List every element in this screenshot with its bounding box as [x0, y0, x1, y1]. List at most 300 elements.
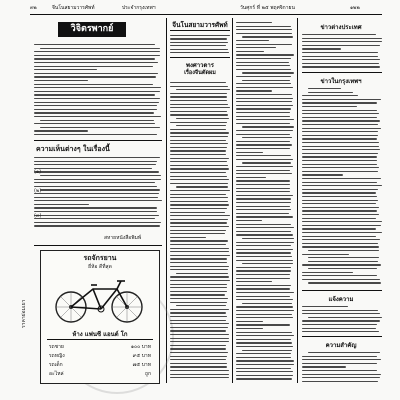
item-number-3: (๓): [34, 213, 42, 219]
text-line: [170, 176, 227, 177]
text-line: [170, 143, 228, 144]
text-line: [236, 306, 293, 307]
article-body-items: [34, 155, 162, 230]
text-line: [236, 220, 262, 221]
text-line: [302, 124, 378, 125]
text-line: [170, 168, 229, 169]
text-line: [34, 51, 160, 52]
text-line: [302, 178, 381, 179]
text-line: [170, 222, 227, 223]
text-line: [302, 63, 379, 64]
text-line: [302, 52, 378, 53]
text-line: [170, 284, 227, 285]
text-line: [34, 200, 162, 201]
text-line: [236, 296, 290, 297]
text-line: [236, 278, 290, 279]
right-body-4: [302, 350, 382, 382]
text-line: [170, 154, 226, 155]
text-line: [302, 128, 381, 129]
text-line: [236, 245, 291, 246]
text-line: [170, 262, 227, 263]
text-line: [302, 306, 348, 307]
text-line: [170, 244, 226, 245]
text-line: [236, 188, 290, 189]
text-line: [236, 231, 291, 232]
edition-info: ประจำกรุงเทพฯ: [122, 5, 156, 11]
text-line: [34, 44, 155, 45]
text-line: [236, 159, 293, 160]
text-line: [302, 110, 377, 111]
text-line: [302, 156, 377, 157]
text-line: [176, 118, 229, 119]
text-line: [302, 203, 376, 204]
price-row: [49, 343, 151, 351]
text-line: [302, 246, 379, 247]
right-body-3: [302, 304, 382, 334]
text-line: [170, 165, 228, 166]
text-line: [170, 172, 226, 173]
text-line: [170, 230, 226, 231]
price-label: รถเด็ก: [49, 362, 63, 368]
text-line: [302, 370, 377, 371]
text-line: [170, 356, 227, 357]
text-line: [34, 222, 161, 223]
section-banner: วิจิตรพากย์: [58, 22, 126, 37]
text-line: [302, 131, 378, 132]
text-line: [40, 120, 154, 121]
text-line: [34, 134, 157, 135]
text-line: [236, 260, 293, 261]
text-line: [242, 350, 292, 351]
mid-rule-1: [170, 57, 230, 58]
text-line: [170, 104, 228, 105]
right-mid-heading: ข่าวในกรุงเทพฯ: [320, 78, 362, 85]
text-line: [236, 198, 291, 199]
text-line: [302, 381, 378, 382]
text-line: [236, 148, 290, 149]
text-line: [302, 95, 358, 96]
text-line: [308, 250, 379, 251]
text-line: [236, 116, 290, 117]
text-line: [170, 190, 230, 191]
text-line: [236, 105, 293, 106]
text-line: [302, 66, 380, 67]
text-line: [170, 111, 227, 112]
text-line: [302, 254, 349, 255]
text-line: [236, 184, 290, 185]
right-rule-3: [302, 336, 382, 337]
text-line: [170, 316, 227, 317]
text-line: [34, 76, 156, 77]
text-line: [302, 218, 376, 219]
text-line: [34, 197, 158, 198]
text-line: [302, 117, 377, 118]
article-signature: สหายหนังสือพิมพ์: [104, 235, 142, 241]
text-line: [170, 197, 228, 198]
column-three-body: [236, 20, 294, 382]
text-line: [236, 346, 293, 347]
text-line: [236, 270, 291, 271]
text-line: [236, 249, 293, 250]
masthead-notes: [170, 33, 230, 55]
text-line: [170, 338, 229, 339]
text-line: [34, 105, 157, 106]
ad-shop-line: ห้าง แฟนซี แอนด์ โก: [72, 331, 128, 338]
text-line: [170, 345, 226, 346]
price-label: อะไหล่: [49, 371, 64, 377]
text-line: [170, 38, 227, 39]
text-line: [170, 334, 229, 335]
text-line: [170, 35, 230, 36]
text-line: [170, 201, 228, 202]
column-divider-2: [232, 18, 233, 383]
text-line: [242, 303, 292, 304]
right-rule-2: [302, 290, 382, 291]
text-line: [302, 192, 376, 193]
text-line: [236, 51, 264, 52]
text-line: [170, 251, 229, 252]
right-body-1: [302, 32, 382, 70]
text-line: [302, 328, 376, 329]
text-line: [236, 339, 291, 340]
text-line: [302, 331, 379, 332]
text-line: [34, 168, 152, 169]
text-line: [302, 320, 380, 321]
text-line: [308, 352, 380, 353]
article-body-top: [34, 42, 162, 136]
text-line: [236, 83, 291, 84]
price-label: รถหญิง: [49, 353, 65, 359]
text-line: [236, 141, 290, 142]
price-value: ถูก: [144, 371, 151, 377]
text-line: [236, 76, 291, 77]
text-line: [236, 40, 269, 41]
text-line: [170, 323, 229, 324]
text-line: [236, 177, 266, 178]
text-line: [236, 357, 291, 358]
text-line: [170, 294, 225, 295]
item-number-1: (๑): [34, 169, 42, 175]
text-line: [236, 317, 293, 318]
text-line: [170, 49, 228, 50]
mid-article-body: [170, 80, 230, 380]
text-line: [236, 224, 291, 225]
ad-title: รถจักรยาน: [83, 254, 117, 262]
text-line: [236, 202, 291, 203]
text-line: [34, 69, 97, 70]
text-line: [236, 281, 272, 282]
price-row: [49, 361, 151, 369]
masthead-rule: [170, 30, 230, 31]
text-line: [40, 175, 161, 176]
text-line: [302, 279, 380, 280]
text-line: [170, 147, 227, 148]
text-line: [236, 144, 292, 145]
text-line: [170, 82, 226, 83]
text-line: [170, 320, 226, 321]
text-line: [170, 302, 227, 303]
text-line: [170, 309, 229, 310]
text-line: [236, 353, 291, 354]
bicycle-advertisement: [40, 250, 160, 384]
text-line: [34, 193, 159, 194]
text-line: [236, 69, 291, 70]
text-line: [236, 332, 292, 333]
left-rule-2: [34, 245, 162, 246]
text-line: [236, 256, 292, 257]
text-line: [236, 371, 293, 372]
text-line: [236, 292, 294, 293]
text-line: [170, 240, 228, 241]
text-line: [236, 368, 291, 369]
issue-date: วันศุกร์ ที่ ๒๕ พฤศจิกายน: [240, 5, 295, 11]
text-line: [170, 194, 226, 195]
text-line: [302, 207, 379, 208]
text-line: [34, 80, 88, 81]
mid-headline: พงศาวดาร: [186, 62, 214, 69]
text-line: [302, 310, 378, 311]
text-line: [236, 87, 293, 88]
text-line: [302, 120, 380, 121]
text-line: [236, 22, 272, 23]
text-line: [236, 206, 290, 207]
right-top-heading: ข่าวต่างประเทศ: [320, 24, 362, 31]
text-line: [176, 186, 228, 187]
text-line: [170, 96, 227, 97]
text-line: [302, 200, 378, 201]
text-line: [302, 142, 379, 143]
text-line: [302, 41, 382, 42]
text-line: [302, 56, 378, 57]
text-line: [170, 52, 229, 53]
ad-subtitle: ยี่ห้อ ดีที่สุด: [88, 264, 112, 270]
text-line: [302, 264, 381, 265]
text-line: [236, 58, 291, 59]
text-line: [236, 299, 293, 300]
text-line: [236, 216, 293, 217]
text-line: [308, 257, 379, 258]
text-line: [302, 374, 381, 375]
text-line: [40, 48, 160, 49]
header-rule: [30, 14, 382, 15]
text-line: [34, 102, 159, 103]
text-line: [236, 288, 290, 289]
text-line: [34, 186, 157, 187]
text-line: [34, 204, 89, 205]
text-line: [236, 252, 291, 253]
text-line: [236, 314, 292, 315]
text-line: [236, 310, 294, 311]
text-line: [302, 225, 381, 226]
item-number-2: (๒): [34, 188, 42, 194]
text-line: [242, 126, 294, 127]
text-line: [302, 149, 380, 150]
text-line: [242, 238, 294, 239]
text-line: [34, 62, 158, 63]
text-line: [236, 267, 291, 268]
text-line: [170, 330, 226, 331]
text-line: [302, 221, 382, 222]
text-line: [302, 210, 377, 211]
text-line: [236, 360, 294, 361]
text-line: [170, 219, 228, 220]
text-line: [170, 161, 227, 162]
text-line: [302, 59, 380, 60]
page-number: ๓๒: [30, 5, 37, 11]
text-line: [236, 119, 294, 120]
text-line: [302, 146, 379, 147]
text-line: [34, 123, 155, 124]
text-line: [34, 130, 88, 131]
bicycle-illustration: [51, 275, 149, 325]
text-line: [308, 92, 353, 93]
text-line: [34, 161, 157, 162]
column-divider-3: [297, 18, 298, 383]
text-line: [302, 34, 376, 35]
text-line: [170, 179, 229, 180]
text-line: [236, 274, 290, 275]
text-line: [236, 123, 290, 124]
text-line: [302, 113, 379, 114]
text-line: [236, 170, 290, 171]
text-line: [170, 377, 229, 378]
text-line: [242, 36, 293, 37]
text-line: [170, 150, 226, 151]
price-row: [49, 370, 151, 378]
text-line: [302, 214, 379, 215]
text-line: [302, 171, 378, 172]
text-line: [34, 157, 160, 158]
text-line: [34, 94, 155, 95]
text-line: [236, 227, 294, 228]
text-line: [242, 162, 291, 163]
text-line: [170, 158, 229, 159]
text-line: [302, 185, 382, 186]
text-line: [302, 236, 376, 237]
text-line: [236, 155, 291, 156]
text-line: [170, 233, 225, 234]
text-line: [242, 137, 292, 138]
text-line: [170, 374, 229, 375]
text-line: [302, 174, 343, 175]
text-line: [176, 273, 228, 274]
text-line: [34, 207, 157, 208]
text-line: [40, 127, 160, 128]
text-line: [242, 72, 294, 73]
text-line: [236, 209, 291, 210]
text-line: [236, 342, 292, 343]
text-line: [170, 212, 225, 213]
page-header: [30, 3, 380, 13]
text-line: [170, 352, 228, 353]
article-heading: ความเห็นต่างๆ ในเรื่องนี้: [36, 145, 110, 153]
text-line: [302, 182, 377, 183]
text-line: [176, 125, 226, 126]
text-line: [236, 98, 293, 99]
text-line: [302, 377, 380, 378]
text-line: [302, 135, 378, 136]
text-line: [236, 234, 293, 235]
text-line: [302, 164, 377, 165]
text-line: [236, 335, 294, 336]
text-line: [236, 26, 291, 27]
text-line: [170, 312, 226, 313]
text-line: [170, 114, 228, 115]
text-line: [34, 58, 155, 59]
text-line: [34, 164, 156, 165]
text-line: [34, 91, 160, 92]
text-line: [302, 363, 377, 364]
text-line: [302, 196, 377, 197]
text-line: [170, 366, 227, 367]
text-line: [34, 66, 153, 67]
text-line: [34, 87, 161, 88]
text-line: [236, 321, 263, 322]
text-line: [302, 45, 380, 46]
text-line: [302, 48, 341, 49]
text-line: [34, 225, 160, 226]
text-line: [236, 134, 290, 135]
text-line: [242, 80, 290, 81]
right-body-2: [302, 86, 382, 286]
text-line: [302, 167, 379, 168]
text-line: [236, 166, 293, 167]
text-line: [236, 378, 292, 379]
text-line: [236, 47, 276, 48]
text-line: [236, 29, 292, 30]
text-line: [170, 122, 227, 123]
text-line: [236, 108, 291, 109]
text-line: [176, 305, 226, 306]
text-line: [302, 138, 377, 139]
text-line: [170, 363, 227, 364]
text-line: [34, 215, 159, 216]
text-line: [170, 291, 227, 292]
text-line: [170, 341, 229, 342]
text-line: [236, 33, 292, 34]
text-line: [302, 275, 377, 276]
text-line: [34, 112, 154, 113]
right-rule-1: [302, 72, 382, 73]
issue-year: ๑๒๒: [350, 5, 360, 11]
text-line: [170, 129, 226, 130]
text-line: [302, 313, 380, 314]
text-line: [170, 266, 229, 267]
text-line: [302, 366, 346, 367]
text-line: [308, 268, 377, 269]
text-line: [170, 86, 228, 87]
text-line: [308, 88, 341, 89]
text-line: [302, 189, 378, 190]
text-line: [170, 327, 228, 328]
text-line: [34, 179, 161, 180]
text-line: [170, 226, 229, 227]
text-line: [170, 258, 227, 259]
text-line: [302, 272, 353, 273]
text-line: [170, 183, 228, 184]
text-line: [236, 130, 293, 131]
text-line: [34, 73, 158, 74]
masthead-title: จีนโนสยามวารศัพท์: [172, 21, 228, 29]
text-line: [170, 269, 228, 270]
ad-divider: [47, 339, 153, 340]
text-line: [236, 213, 289, 214]
text-line: [236, 180, 290, 181]
text-line: [302, 102, 377, 103]
text-line: [308, 282, 381, 283]
text-line: [34, 182, 155, 183]
text-line: [302, 324, 377, 325]
